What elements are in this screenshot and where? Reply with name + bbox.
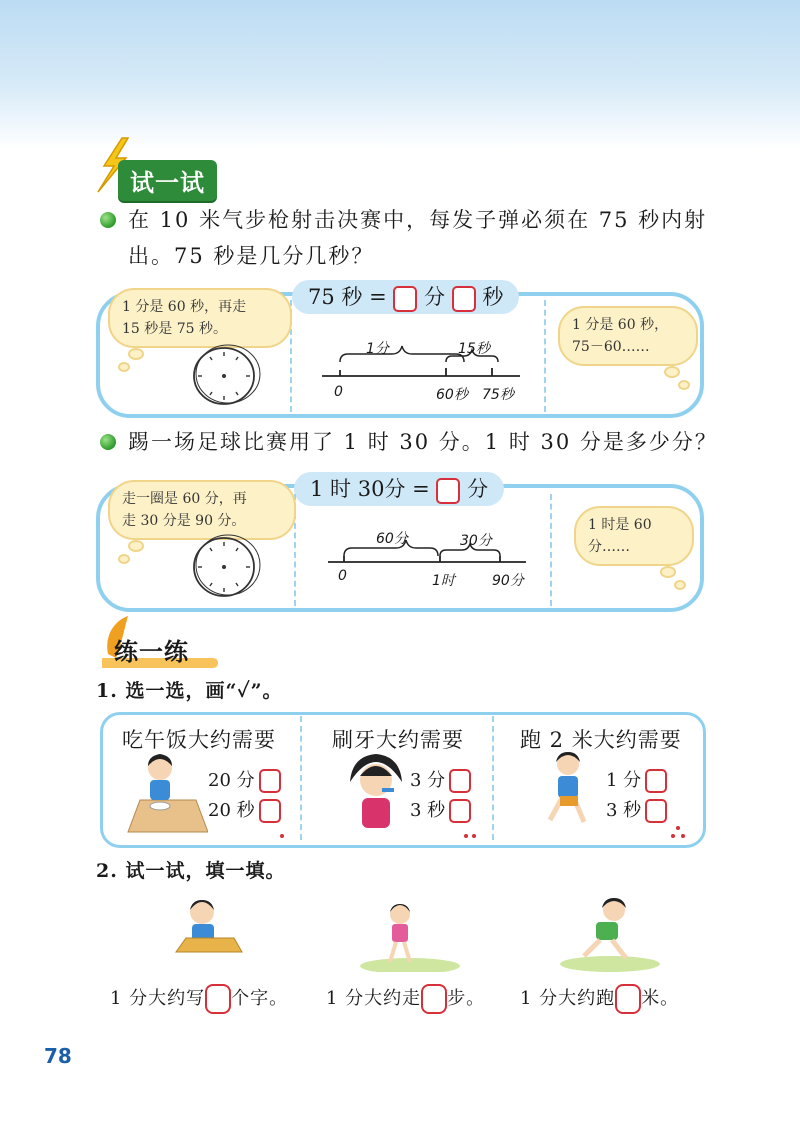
question-1: 在 10 米气步枪射击决赛中，每发子弹必须在 75 秒内射 出。75 秒是几分几秒？ — [128, 208, 708, 268]
thought-bubble-right: 1 分是 60 秒， 75－60…… — [558, 306, 698, 366]
equation-75-seconds: 75 秒 = 分 秒 — [292, 280, 519, 314]
boy-writing-illustration — [172, 896, 246, 960]
fill-item-walking: 1 分大约走 步。 — [326, 984, 485, 1014]
panel-divider — [492, 716, 494, 840]
answer-box-seconds[interactable] — [452, 286, 476, 312]
girl-walking-illustration — [360, 900, 460, 972]
difficulty-dot — [472, 834, 476, 838]
option-3-seconds: 3 秒 — [410, 796, 471, 823]
card-title-run-2m: 跑 2 米大约需要 — [520, 728, 682, 752]
boy-running-illustration — [560, 896, 660, 972]
thought-dot — [678, 380, 690, 390]
fill-item-running: 1 分大约跑 米。 — [520, 984, 679, 1014]
check-box[interactable] — [449, 799, 471, 823]
check-box[interactable] — [645, 769, 667, 793]
option-3-seconds-run: 3 秒 — [606, 796, 667, 823]
brace-label-15sec: 15秒 — [458, 341, 490, 357]
card-title-lunch: 吃午饭大约需要 — [122, 728, 276, 752]
thought-dot — [674, 580, 686, 590]
answer-box[interactable] — [615, 984, 641, 1014]
page-number: 78 — [44, 1044, 72, 1068]
answer-box[interactable] — [205, 984, 231, 1014]
panel-divider — [300, 716, 302, 840]
girl-brushing-illustration — [346, 752, 406, 834]
tick-label-90min: 90分 — [492, 573, 524, 589]
clock-icon — [188, 534, 264, 600]
check-box[interactable] — [449, 769, 471, 793]
girl-eating-illustration — [122, 752, 208, 836]
section-title-try: 试一试 — [118, 160, 217, 201]
fill-item-writing: 1 分大约写 个字。 — [110, 984, 288, 1014]
option-20-seconds: 20 秒 — [208, 796, 281, 823]
option-1-minute: 1 分 — [606, 766, 667, 793]
thought-dot — [664, 366, 680, 378]
difficulty-dot — [280, 834, 284, 838]
panel-divider — [544, 300, 546, 412]
tick-label-1h: 1时 — [432, 573, 455, 589]
question-bullet — [100, 434, 116, 450]
panel-divider — [550, 494, 552, 606]
girl-running-illustration — [540, 750, 600, 838]
thought-dot — [118, 554, 130, 564]
brace-label-1min: 1分 — [366, 341, 389, 357]
check-box[interactable] — [259, 799, 281, 823]
thought-dot — [128, 348, 144, 360]
question-bullet — [100, 212, 116, 228]
tick-label-75s: 75秒 — [482, 387, 514, 403]
answer-box-minutes[interactable] — [393, 286, 417, 312]
card-title-brush-teeth: 刷牙大约需要 — [332, 728, 464, 752]
question-2: 踢一场足球比赛用了 1 时 30 分。1 时 30 分是多少分？ — [128, 430, 718, 454]
difficulty-dot — [676, 826, 680, 830]
thought-dot — [128, 540, 144, 552]
difficulty-dot — [464, 834, 468, 838]
thought-bubble-right: 1 时是 60 分…… — [574, 506, 694, 566]
header-band — [0, 0, 800, 150]
thought-bubble-left: 走一圈是 60 分，再 走 30 分是 90 分。 — [108, 480, 296, 540]
difficulty-dot — [681, 834, 685, 838]
thought-dot — [118, 362, 130, 372]
difficulty-dot — [671, 834, 675, 838]
brace-label-30min: 30分 — [460, 533, 492, 549]
thought-dot — [660, 566, 676, 578]
tick-label-60s: 60秒 — [436, 387, 468, 403]
clock-icon — [188, 344, 264, 408]
tick-label-0: 0 — [334, 384, 343, 400]
option-3-minutes: 3 分 — [410, 766, 471, 793]
answer-box[interactable] — [421, 984, 447, 1014]
exercise-2-prompt: 2. 试一试，填一填。 — [96, 860, 286, 882]
exercise-1-prompt: 1. 选一选，画“✓”。 — [96, 680, 283, 702]
answer-box-total-minutes[interactable] — [436, 478, 460, 504]
brace-label-60min: 60分 — [376, 531, 408, 547]
section-title-practice: 练一练 — [114, 638, 189, 666]
tick-label-0: 0 — [338, 568, 347, 584]
equation-90-minutes: 1 时 30分 = 分 — [294, 472, 504, 506]
check-box[interactable] — [645, 799, 667, 823]
check-box[interactable] — [259, 769, 281, 793]
thought-bubble-left: 1 分是 60 秒，再走 15 秒是 75 秒。 — [108, 288, 292, 348]
option-20-minutes: 20 分 — [208, 766, 281, 793]
